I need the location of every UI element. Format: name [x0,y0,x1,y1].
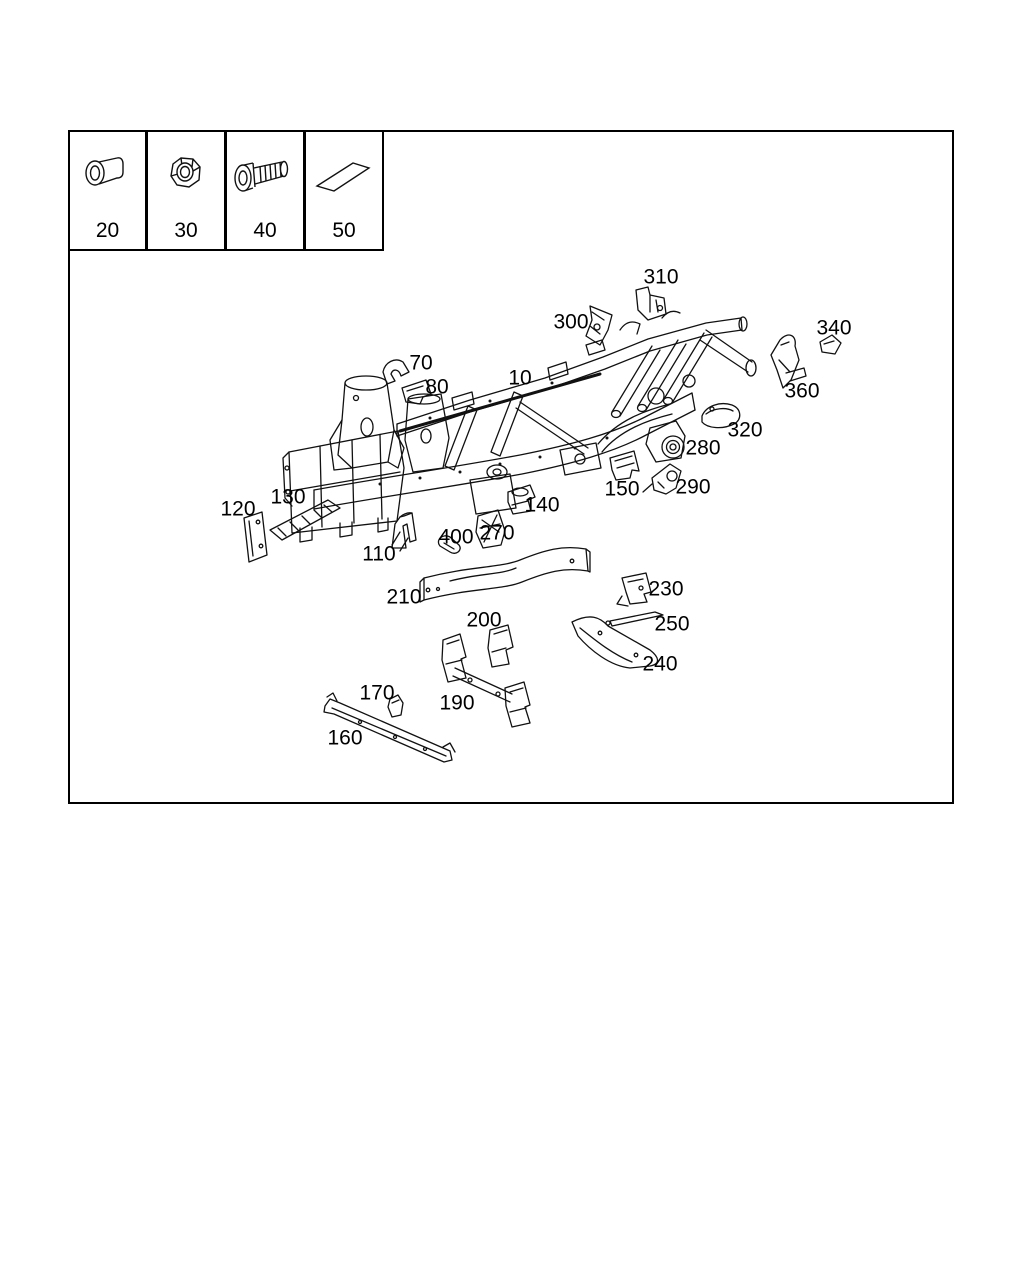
part-label-210: 210 [386,585,422,609]
part-310-drawing [636,287,666,320]
part-label-120: 120 [220,497,256,521]
part-label-270: 270 [479,521,515,545]
part-210-drawing [420,548,590,602]
part-label-10: 10 [508,366,532,390]
part-label-190: 190 [439,691,475,715]
part-label-400: 400 [438,525,474,549]
part-230-drawing [617,573,651,606]
part-label-360: 360 [784,379,820,403]
part-label-140: 140 [524,493,560,517]
part-label-240: 240 [642,652,678,676]
part-label-340: 340 [816,316,852,340]
part-label-310: 310 [643,265,679,289]
part-label-300: 300 [553,310,589,334]
part-label-160: 160 [327,726,363,750]
legend-number: 20 [95,219,120,242]
part-label-110: 110 [362,542,396,566]
part-300-drawing [586,306,612,345]
part-label-230: 230 [648,577,684,601]
part-label-200: 200 [466,608,502,632]
chassis-frame-drawing [283,311,756,551]
part-label-250: 250 [654,612,690,636]
part-label-290: 290 [675,475,711,499]
part-label-130: 130 [270,485,306,509]
part-label-320: 320 [727,418,763,442]
part-150-drawing [610,451,639,480]
part-label-280: 280 [685,436,721,460]
part-label-150: 150 [604,477,640,501]
part-label-170: 170 [359,681,395,705]
part-280-drawing [646,421,685,462]
part-label-80: 80 [425,375,449,399]
legend-number: 40 [253,219,277,242]
legend-number: 30 [174,219,198,242]
part-label-70: 70 [409,351,433,375]
part-70-drawing [383,360,409,384]
legend-number: 50 [332,219,356,242]
